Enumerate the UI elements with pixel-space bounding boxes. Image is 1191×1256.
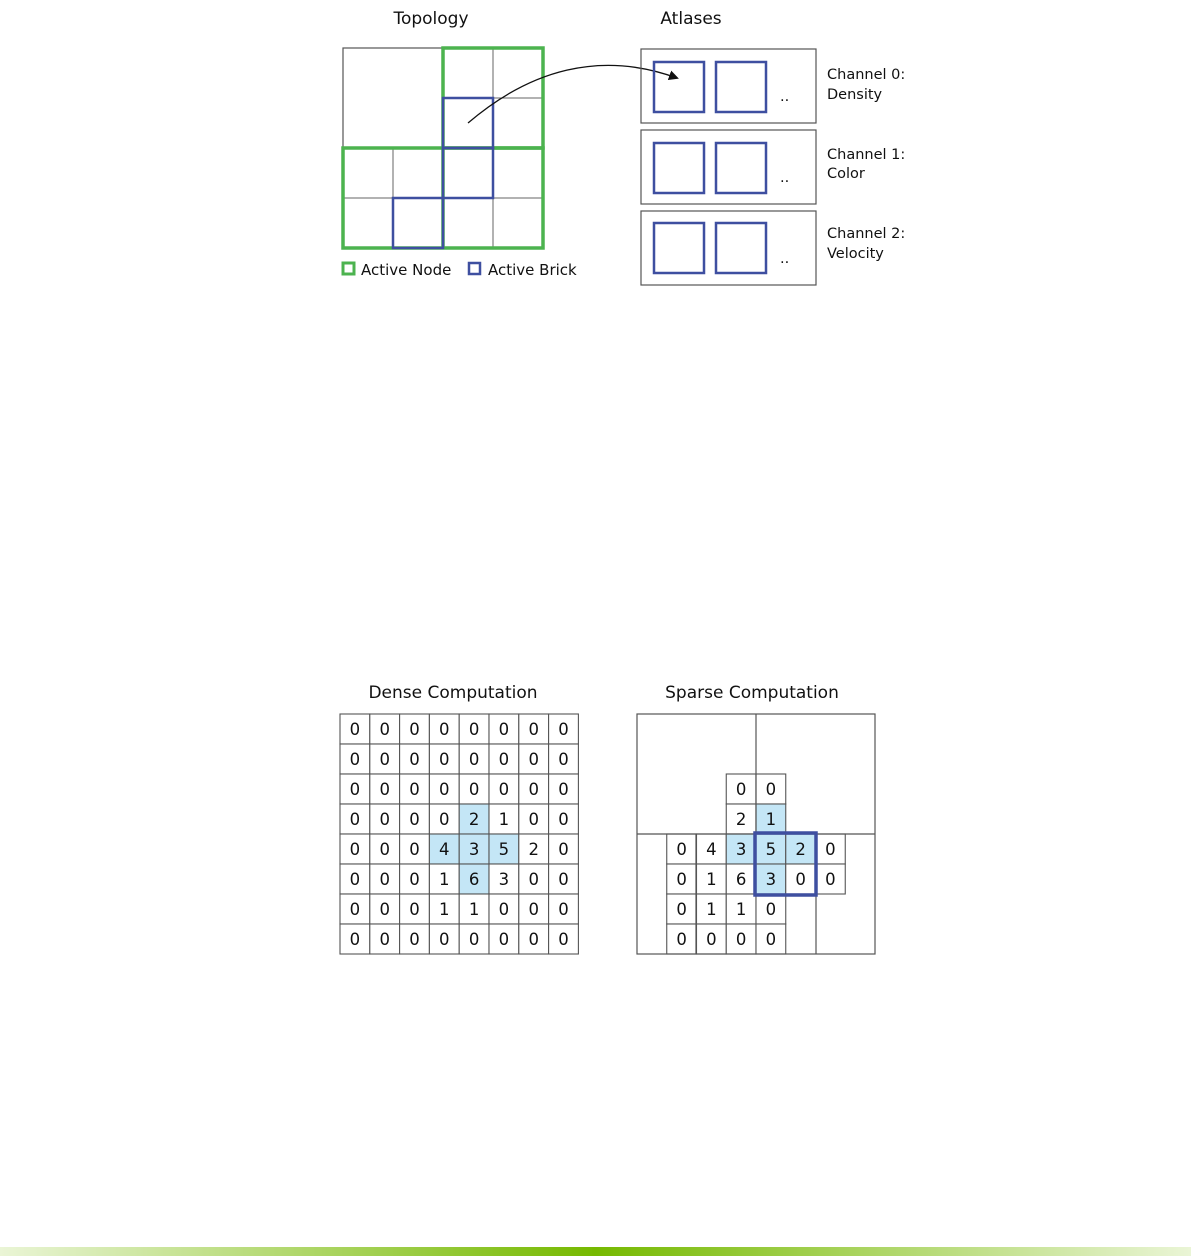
dense-cell-value: 2 <box>468 810 480 829</box>
sparse-cell-value: 0 <box>676 840 687 859</box>
dense-cell-value: 0 <box>528 810 539 829</box>
sparse-cell-value: 0 <box>735 780 747 799</box>
atlas-ellipsis: .. <box>780 170 790 186</box>
dense-cell <box>340 804 370 834</box>
sparse-cell-value: 1 <box>735 900 747 919</box>
dense-cell-value: 0 <box>409 750 420 769</box>
dense-cell-value: 0 <box>558 870 569 889</box>
sparse-cell <box>756 834 786 864</box>
dense-cell-value: 0 <box>468 780 480 799</box>
dense-cell <box>519 774 549 804</box>
sparse-cell <box>726 864 756 894</box>
dense-cell-value: 0 <box>349 900 361 919</box>
channel-label: Channel 1: <box>827 147 906 163</box>
sparse-cell <box>667 924 697 954</box>
dense-cell <box>459 894 489 924</box>
dense-cell-value: 5 <box>498 840 510 859</box>
atlas-brick <box>716 223 766 273</box>
dense-cell <box>400 924 430 954</box>
active-brick-label: Active Brick <box>488 261 577 279</box>
dense-cell-value: 0 <box>558 720 569 739</box>
sparse-cell-value: 2 <box>735 810 747 829</box>
dense-cell-value: 0 <box>379 930 390 949</box>
dense-cell-value: 0 <box>528 870 539 889</box>
dense-cell <box>340 834 370 864</box>
active-brick <box>393 198 443 248</box>
dense-cell-value: 0 <box>498 750 510 769</box>
sparse-cell-value: 0 <box>706 930 717 949</box>
dense-cell <box>400 834 430 864</box>
atlas-brick <box>716 62 766 112</box>
atlas-channel-1 <box>641 130 905 204</box>
dense-title: Dense Computation <box>368 683 538 703</box>
dense-cell-value: 0 <box>409 720 420 739</box>
dense-cell <box>370 744 400 774</box>
dense-cell <box>459 804 489 834</box>
atlas-channel-2 <box>641 211 905 285</box>
sparse-cell-value: 3 <box>735 840 747 859</box>
dense-cell-value: 0 <box>379 750 390 769</box>
sparse-cell-value: 1 <box>706 900 717 919</box>
dense-cell-value: 6 <box>468 870 480 889</box>
dense-cell-value: 0 <box>349 840 361 859</box>
sparse-cell <box>756 804 786 834</box>
channel-label: Channel 2: <box>827 226 906 242</box>
dense-cell <box>429 744 459 774</box>
dense-cell-value: 3 <box>468 840 480 859</box>
sparse-cell-value: 0 <box>825 870 836 889</box>
sparse-cell-value: 0 <box>676 870 687 889</box>
dense-cell <box>519 744 549 774</box>
dense-cell-value: 0 <box>409 870 420 889</box>
atlases-title: Atlases <box>660 9 722 29</box>
sparse-cell <box>667 894 697 924</box>
sparse-cell-value: 4 <box>706 840 717 859</box>
active-node-swatch <box>343 263 354 274</box>
atlas-brick <box>654 223 704 273</box>
channel-name: Density <box>827 87 883 103</box>
dense-cell-value: 1 <box>439 870 450 889</box>
channel-name: Color <box>827 166 865 182</box>
topology-grid <box>343 48 543 248</box>
atlas-ellipsis: .. <box>780 251 790 267</box>
atlas-ellipsis: .. <box>780 89 790 105</box>
dense-cell-value: 0 <box>468 930 480 949</box>
dense-cell <box>549 864 579 894</box>
sparse-cell <box>697 864 727 894</box>
dense-cell-value: 0 <box>528 930 539 949</box>
dense-grid <box>340 714 578 954</box>
dense-cell <box>519 894 549 924</box>
sparse-cell <box>667 864 697 894</box>
dense-cell <box>549 894 579 924</box>
sparse-cell-value: 6 <box>735 870 747 889</box>
sparse-cell-value: 3 <box>765 870 777 889</box>
dense-cell-value: 0 <box>558 750 569 769</box>
dense-cell <box>340 714 370 744</box>
sparse-cell-value: 1 <box>765 810 777 829</box>
dense-cell-value: 0 <box>439 780 450 799</box>
sparse-cell-value: 0 <box>676 930 687 949</box>
dense-cell-value: 0 <box>558 810 569 829</box>
dense-cell-value: 0 <box>468 750 480 769</box>
dense-cell-value: 0 <box>498 780 510 799</box>
sparse-cell-value: 0 <box>735 930 747 949</box>
dense-cell <box>400 714 430 744</box>
dense-cell-value: 4 <box>439 840 450 859</box>
dense-cell-value: 1 <box>498 810 510 829</box>
dense-cell <box>519 804 549 834</box>
dense-cell <box>429 774 459 804</box>
dense-cell <box>489 894 519 924</box>
dense-cell-value: 0 <box>379 720 390 739</box>
sparse-cell <box>697 924 727 954</box>
dense-cell-value: 1 <box>439 900 450 919</box>
active-brick-outlines <box>393 98 493 248</box>
dense-cell-value: 0 <box>528 720 539 739</box>
dense-cell-value: 0 <box>409 930 420 949</box>
channel-label: Channel 0: <box>827 67 906 83</box>
dense-cell <box>370 804 400 834</box>
active-brick-swatch <box>469 263 480 274</box>
dense-cell <box>429 714 459 744</box>
dense-cell <box>489 744 519 774</box>
dense-cell-value: 0 <box>349 870 361 889</box>
dense-cell-value: 0 <box>528 900 539 919</box>
sparse-cell <box>697 834 727 864</box>
sparse-cell-value: 2 <box>795 840 806 859</box>
dense-cell <box>489 834 519 864</box>
sparse-cell <box>726 804 756 834</box>
dense-cell-value: 0 <box>349 780 361 799</box>
dense-cell <box>459 744 489 774</box>
topology-legend <box>343 261 577 279</box>
dense-cell <box>370 834 400 864</box>
atlases-section <box>641 9 905 285</box>
sparse-cell <box>726 894 756 924</box>
dense-cell <box>519 714 549 744</box>
dense-cell <box>340 864 370 894</box>
dense-cell <box>400 804 430 834</box>
dense-cell <box>370 864 400 894</box>
dense-cell-value: 0 <box>439 930 450 949</box>
active-node-label: Active Node <box>361 261 452 279</box>
dense-cell <box>459 774 489 804</box>
sparse-cell-value: 0 <box>765 930 777 949</box>
dense-cell-value: 0 <box>379 900 390 919</box>
atlas-channel-0 <box>641 49 905 123</box>
atlas-brick <box>716 143 766 193</box>
dense-cell <box>549 924 579 954</box>
dense-cell <box>519 834 549 864</box>
dense-cell-value: 2 <box>528 840 539 859</box>
sparse-section <box>637 683 875 954</box>
dense-cell <box>459 864 489 894</box>
dense-cell <box>400 864 430 894</box>
dense-cell-value: 1 <box>468 900 480 919</box>
dense-cell-value: 0 <box>558 840 569 859</box>
dense-cell <box>519 864 549 894</box>
sparse-cell-value: 1 <box>706 870 717 889</box>
sparse-cell <box>816 834 846 864</box>
dense-cell-value: 0 <box>468 720 480 739</box>
sparse-cell <box>726 834 756 864</box>
dense-cell-value: 0 <box>379 870 390 889</box>
dense-cell-value: 0 <box>439 810 450 829</box>
dense-cell <box>340 894 370 924</box>
dense-cell <box>489 864 519 894</box>
dense-cell-value: 0 <box>349 720 361 739</box>
dense-cell <box>340 744 370 774</box>
sparse-cell <box>726 924 756 954</box>
dense-cell <box>549 744 579 774</box>
sparse-cell <box>816 864 846 894</box>
dense-cell-value: 0 <box>349 750 361 769</box>
dense-cell-value: 0 <box>558 780 569 799</box>
dense-cell <box>429 834 459 864</box>
sparse-cell-value: 0 <box>676 900 687 919</box>
active-brick <box>443 148 493 198</box>
sparse-cell <box>756 924 786 954</box>
dense-cell <box>429 804 459 834</box>
atlas-brick <box>654 62 704 112</box>
dense-cell-value: 0 <box>349 810 361 829</box>
dense-cell <box>459 714 489 744</box>
channel-name: Velocity <box>827 246 884 262</box>
dense-cell-value: 0 <box>409 810 420 829</box>
sparse-cell <box>786 864 816 894</box>
dense-cell-value: 0 <box>409 840 420 859</box>
dense-cell <box>429 924 459 954</box>
sparse-cell-value: 0 <box>765 780 777 799</box>
sparse-cell <box>756 864 786 894</box>
dense-section <box>340 683 578 954</box>
dense-cell-value: 0 <box>558 900 569 919</box>
dense-cell <box>370 714 400 744</box>
sparse-cell <box>726 774 756 804</box>
dense-cell <box>549 834 579 864</box>
dense-cell <box>519 924 549 954</box>
dense-cell-value: 0 <box>409 780 420 799</box>
dense-cell <box>370 894 400 924</box>
atlas-brick <box>654 143 704 193</box>
sparse-title: Sparse Computation <box>665 683 839 703</box>
dense-cell <box>489 924 519 954</box>
topology-section <box>343 9 677 279</box>
dense-cell <box>340 774 370 804</box>
mapping-arrow <box>468 65 677 123</box>
dense-cell-value: 0 <box>379 780 390 799</box>
dense-cell <box>489 774 519 804</box>
sparse-cell <box>756 894 786 924</box>
dense-cell-value: 0 <box>498 930 510 949</box>
dense-cell <box>549 774 579 804</box>
dense-cell <box>340 924 370 954</box>
topology-title: Topology <box>393 9 469 29</box>
dense-cell-value: 0 <box>558 930 569 949</box>
sparse-cell-value: 0 <box>795 870 806 889</box>
dense-cell <box>489 714 519 744</box>
dense-cell-value: 0 <box>349 930 361 949</box>
sparse-cell <box>667 834 697 864</box>
dense-cell-value: 0 <box>498 900 510 919</box>
dense-cell-value: 0 <box>409 900 420 919</box>
sparse-cell <box>697 894 727 924</box>
dense-cell <box>489 804 519 834</box>
dense-cell-value: 0 <box>379 810 390 829</box>
dense-cell-value: 0 <box>439 720 450 739</box>
dense-cell-value: 0 <box>379 840 390 859</box>
sparse-cell <box>756 774 786 804</box>
dense-cell <box>400 744 430 774</box>
dense-cell <box>400 894 430 924</box>
dense-cell <box>459 924 489 954</box>
dense-cell <box>459 834 489 864</box>
dense-cell <box>370 774 400 804</box>
sparse-cell-value: 0 <box>825 840 836 859</box>
dense-cell-value: 0 <box>498 720 510 739</box>
sparse-cell-value: 5 <box>765 840 777 859</box>
dense-cell <box>549 804 579 834</box>
dense-cell <box>370 924 400 954</box>
dense-cell-value: 0 <box>439 750 450 769</box>
dense-cell-value: 3 <box>498 870 510 889</box>
dense-cell-value: 0 <box>528 780 539 799</box>
dense-cell <box>429 864 459 894</box>
dense-cell <box>400 774 430 804</box>
sparse-cell <box>786 834 816 864</box>
dense-cell-value: 0 <box>528 750 539 769</box>
dense-cell <box>429 894 459 924</box>
dense-cell <box>549 714 579 744</box>
sparse-cell-value: 0 <box>765 900 777 919</box>
footer-bar <box>0 1247 1191 1256</box>
